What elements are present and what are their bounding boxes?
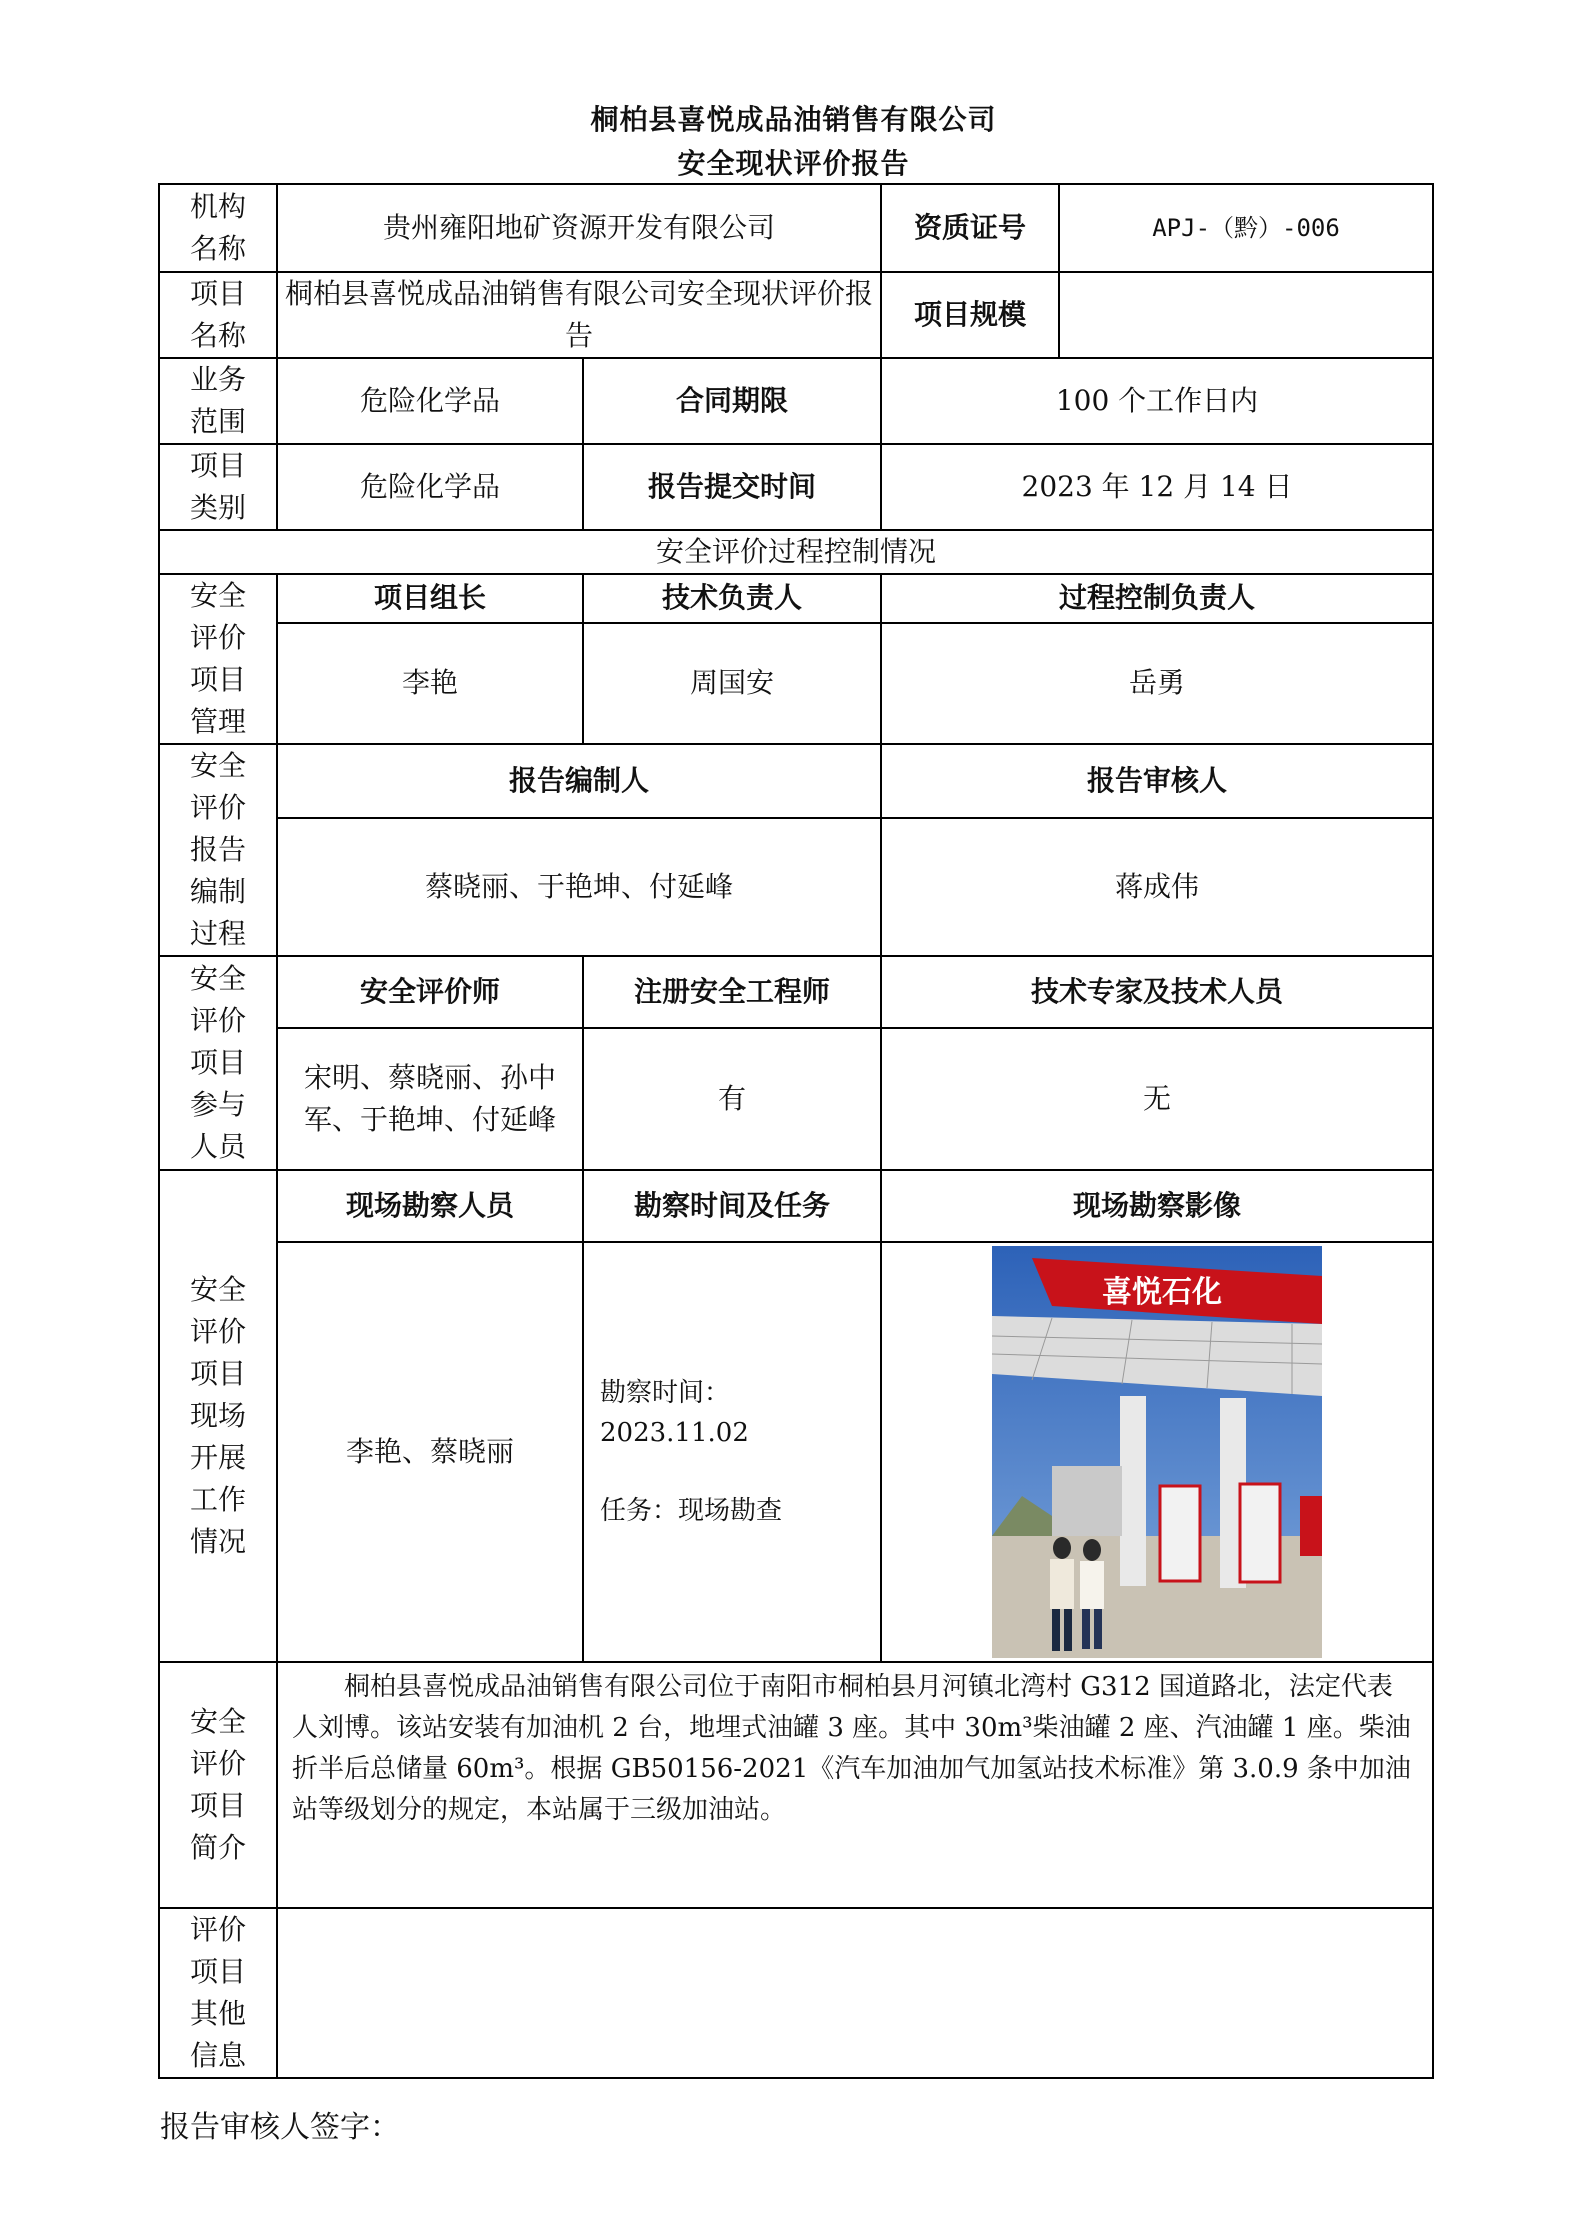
survey-photo-cell [881,1242,1433,1662]
row-intro [159,1662,1433,1908]
photo-sign-text: 喜悦石化 [1102,1275,1223,1310]
photo-fuel-dispenser-left [1160,1486,1200,1581]
row-participants-head [159,956,1433,1028]
category-value: 危险化学品 [277,444,583,530]
row-site-head [159,1170,1433,1242]
photo-side-sign [1300,1496,1322,1556]
tech-value: 周国安 [583,623,881,744]
document-company-title: 桐柏县喜悦成品油销售有限公司 [590,103,997,136]
ctrl-value: 岳勇 [881,623,1433,744]
expert-label: 技术专家及技术人员 [881,956,1433,1028]
photo-pillar-left [1120,1396,1146,1586]
photo-person-2-body [1080,1561,1104,1609]
contract-value: 100 个工作日内 [881,358,1433,444]
row-other [159,1908,1433,2078]
evaluators-value: 宋明、蔡晓丽、孙中军、于艳坤、付延峰 [277,1028,583,1170]
cert-label: 资质证号 [881,184,1059,272]
row-site-values [159,1242,1433,1662]
compiler-label: 报告编制人 [277,744,881,818]
leader-label: 项目组长 [277,574,583,623]
evaluator-label: 安全评价师 [277,956,583,1028]
row-compile-values [159,818,1433,956]
survey-image-label: 现场勘察影像 [881,1170,1433,1242]
site-survey-photo [992,1246,1322,1658]
engineer-value: 有 [583,1028,881,1170]
intro-label: 安全评价项目简介 [159,1662,277,1908]
survey-time-label: 勘察时间及任务 [583,1170,881,1242]
survey-time-value: 勘察时间：2023.11.02 [600,1378,749,1448]
other-value [277,1908,1433,2078]
row-mgmt-values [159,623,1433,744]
org-value: 贵州雍阳地矿资源开发有限公司 [277,184,881,272]
ctrl-label: 过程控制负责人 [881,574,1433,623]
other-label: 评价项目其他信息 [159,1908,277,2078]
row-mgmt-head [159,574,1433,623]
document-report-title: 安全现状评价报告 [677,147,910,180]
scale-value [1059,272,1433,358]
row-compile-head [159,744,1433,818]
participants-label: 安全评价项目参与人员 [159,956,277,1170]
leader-value: 李艳 [277,623,583,744]
row-participants-values [159,1028,1433,1170]
photo-fuel-dispenser-right [1240,1484,1280,1582]
category-label: 项目类别 [159,444,277,530]
signature-label: 报告审核人签字： [160,2110,400,2145]
intro-text: 桐柏县喜悦成品油销售有限公司位于南阳市桐柏县月河镇北湾村 G312 国道路北，法定代表人刘博。该站安装有加油机 2 台，地埋式油罐 3 座。其中 30m³柴油罐 2 座、汽油罐 1 座。柴油折半后总储量 60m³。根据 GB50156-2021《汽车加油加气加氢站技术标准》第 3.0.9 条中加油站等级划分的规定，本站属于三级加油站。 [277,1662,1433,1908]
row-category [159,444,1433,530]
evaluation-form-table [158,183,1434,2079]
cert-value: APJ-（黔）-006 [1059,184,1433,272]
reviewer-label: 报告审核人 [881,744,1433,818]
row-section-title [159,530,1433,574]
scale-label: 项目规模 [881,272,1059,358]
org-label: 机构名称 [159,184,277,272]
reviewer-value: 蒋成伟 [881,818,1433,956]
section-title: 安全评价过程控制情况 [159,530,1433,574]
submit-label: 报告提交时间 [583,444,881,530]
tech-label: 技术负责人 [583,574,881,623]
surveyor-label: 现场勘察人员 [277,1170,583,1242]
project-value: 桐柏县喜悦成品油销售有限公司安全现状评价报告 [277,272,881,358]
experts-value: 无 [881,1028,1433,1170]
site-label: 安全评价项目现场开展工作情况 [159,1170,277,1662]
project-label: 项目名称 [159,272,277,358]
photo-person-2-head [1083,1539,1101,1561]
photo-person-1-body [1050,1559,1074,1609]
row-project [159,272,1433,358]
row-scope [159,358,1433,444]
survey-time-task [583,1242,881,1662]
compilers-value: 蔡晓丽、于艳坤、付延峰 [277,818,881,956]
contract-label: 合同期限 [583,358,881,444]
compile-label: 安全评价报告编制过程 [159,744,277,956]
scope-value: 危险化学品 [277,358,583,444]
scope-label: 业务范围 [159,358,277,444]
row-org [159,184,1433,272]
engineer-label: 注册安全工程师 [583,956,881,1028]
photo-person-1-head [1053,1537,1071,1559]
surveyors-value: 李艳、蔡晓丽 [277,1242,583,1662]
survey-task-value: 任务：现场勘查 [600,1496,783,1526]
submit-value: 2023 年 12 月 14 日 [881,444,1433,530]
photo-building [1052,1466,1122,1536]
mgmt-label: 安全评价项目管理 [159,574,277,744]
